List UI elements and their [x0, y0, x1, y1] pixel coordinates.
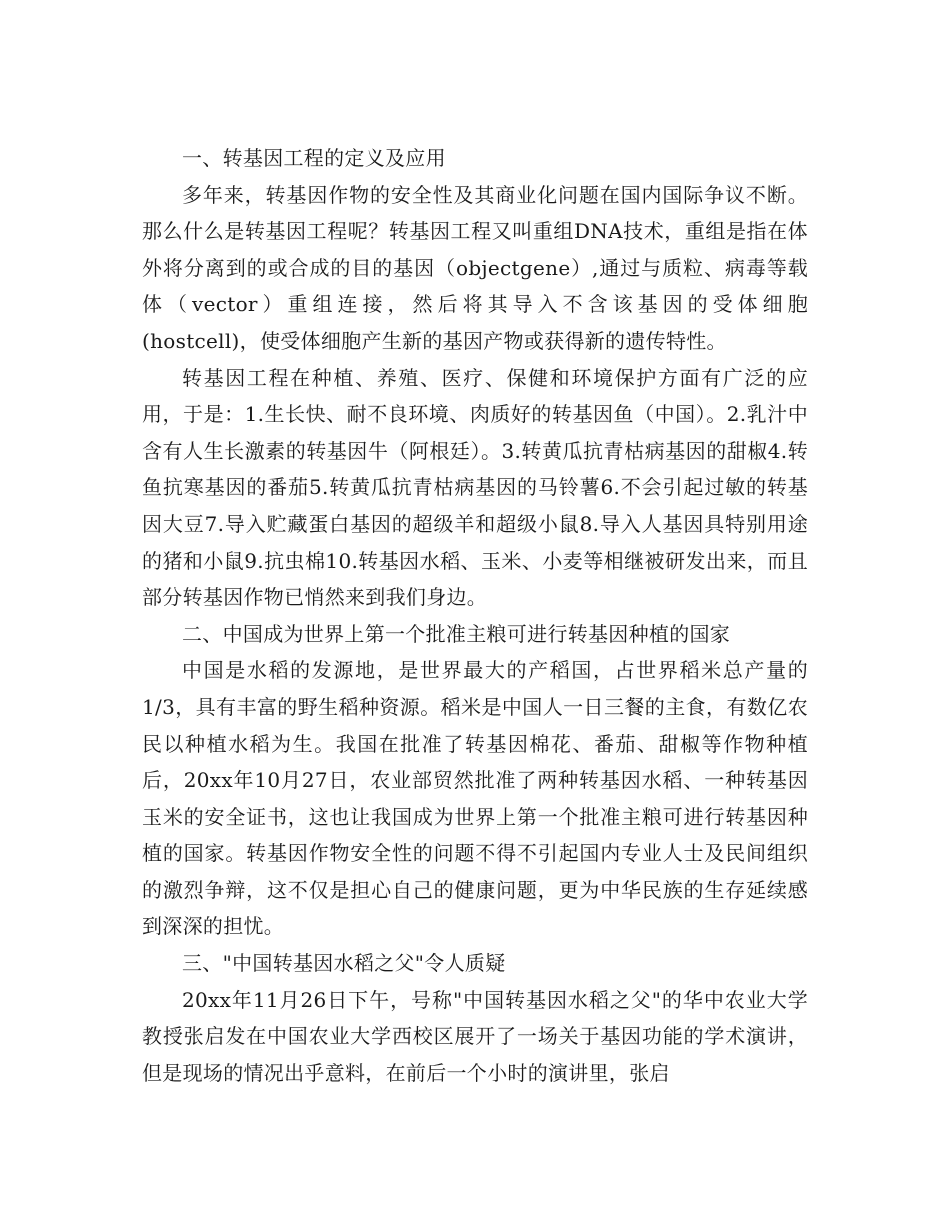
paragraph-lecture: 20xx年11月26日下午，号称"中国转基因水稻之父"的华中农业大学教授张启发在中国农业大学西校区展开了一场关于基因功能的学术演讲，但是现场的情况出乎意料，在前后一个小时的演讲里，张启 [142, 987, 808, 1085]
paragraph-applications: 转基因工程在种植、养殖、医疗、保健和环境保护方面有广泛的应用，于是：1.生长快、耐不良环境、肉质好的转基因鱼（中国）。2.乳汁中含有人生长激素的转基因牛（阿根廷）。3.转黄瓜抗青枯病基因的甜椒4.转鱼抗寒基因的番茄5.转黄瓜抗青枯病基因的马铃薯6.不会引起过敏的转基因大豆7.导入贮藏蛋白基因的超级羊和超级小鼠8.导入人基因具特别用途的猪和小鼠9.抗虫棉10.转基因水稻、玉米、小麦等相继被研发出来，而且部分转基因作物已悄然来到我们身边。 [142, 365, 808, 610]
section-heading-3: 三、"中国转基因水稻之父"令人质疑 [182, 951, 506, 976]
section-heading-1: 一、转基因工程的定义及应用 [182, 146, 446, 170]
section-heading-2: 二、中国成为世界上第一个批准主粮可进行转基因种植的国家 [182, 621, 731, 646]
paragraph-china-rice: 中国是水稻的发源地，是世界最大的产稻国，占世界稻米总产量的1/3，具有丰富的野生稻种资源。稻米是中国人一日三餐的主食，有数亿农民以种植水稻为生。我国在批准了转基因棉花、番茄、甜椒等作物种植后，20xx年10月27日，农业部贸然批准了两种转基因水稻、一种转基因玉米的安全证书，这也让我国成为世界上第一个批准主粮可进行转基因种植的国家。转基因作物安全性的问题不得不引起国内专业人士及民间组织的激烈争辩，这不仅是担心自己的健康问题，更为中华民族的生存延续感到深深的担忧。 [142, 658, 808, 939]
document-body [142, 140, 808, 1091]
paragraph-definition: 多年来，转基因作物的安全性及其商业化问题在国内国际争议不断。那么什么是转基因工程呢？转基因工程又叫重组DNA技术，重组是指在体外将分离到的或合成的目的基因（objectgene）,通过与质粒、病毒等载体（vector）重组连接，然后将其导入不含该基因的受体细胞(hostcell)，使受体细胞产生新的基因产物或获得新的遗传特性。 [142, 182, 808, 353]
